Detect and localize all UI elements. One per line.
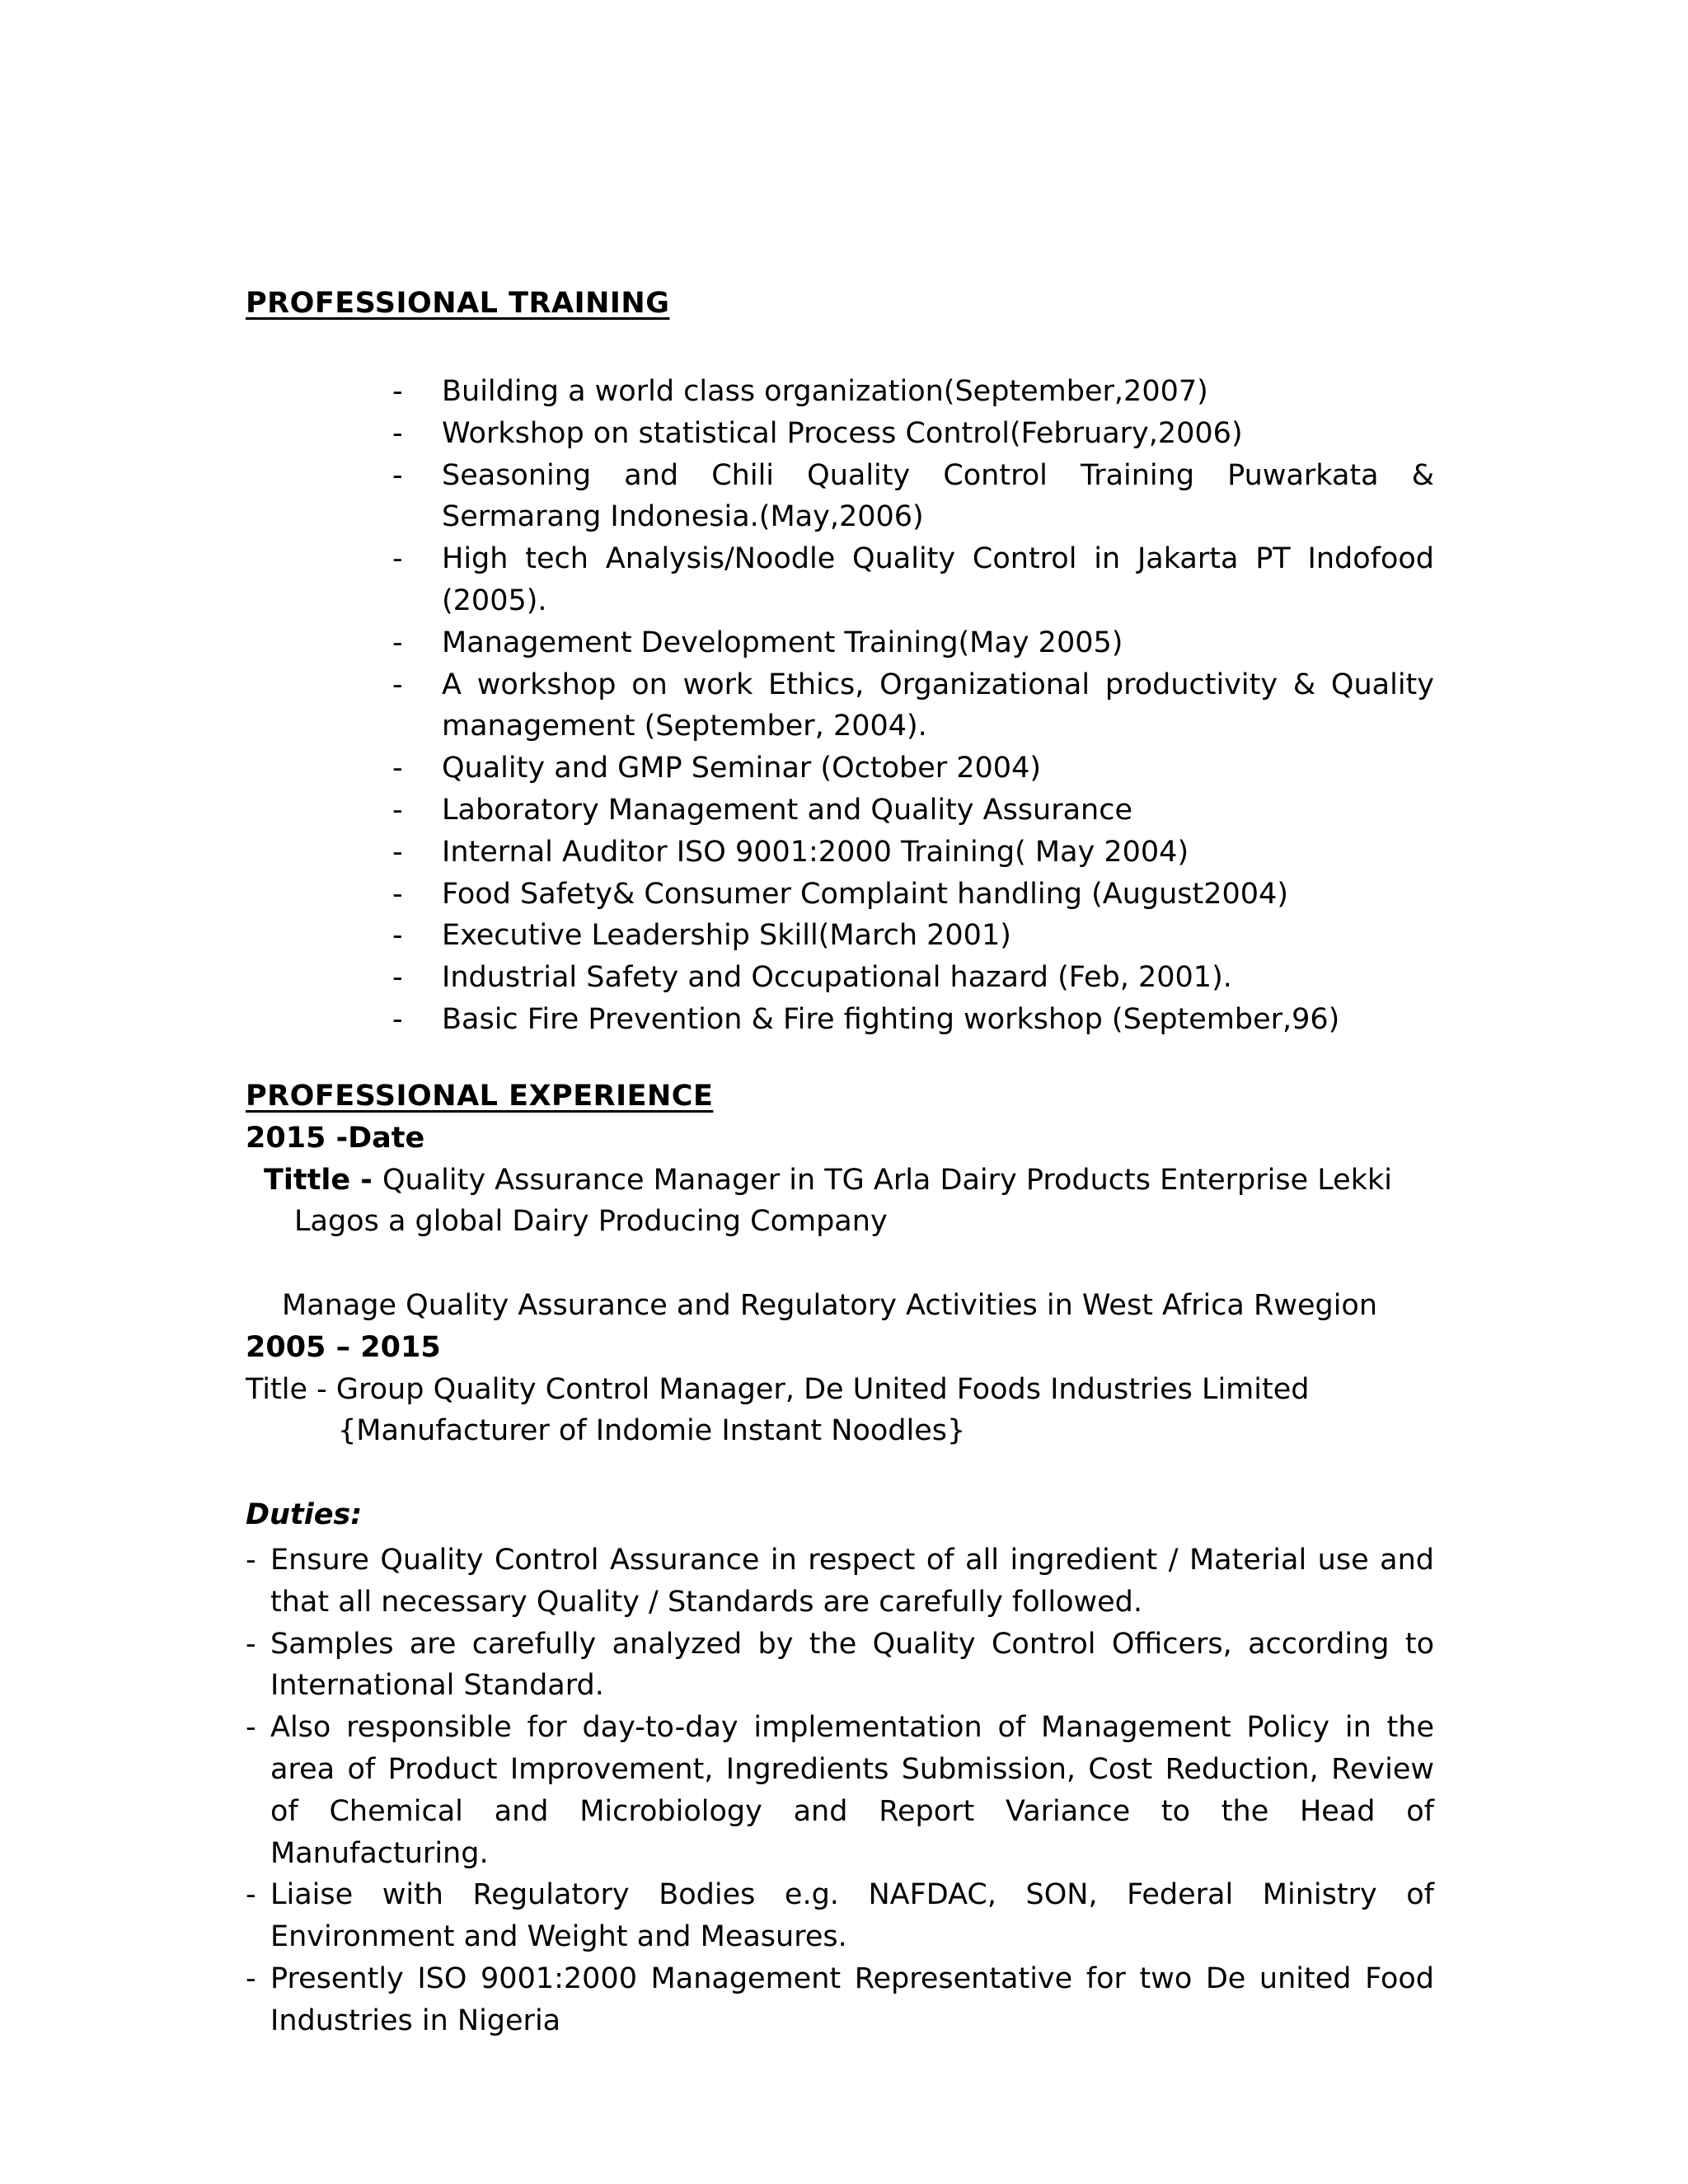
training-item: - A workshop on work Ethics, Organizational productivity & Quality management (September, 2004). <box>392 668 1434 743</box>
job2-title-cont: {Manufacturer of Indomie Instant Noodles} <box>338 1414 966 1447</box>
training-item: - Quality and GMP Seminar (October 2004) <box>392 752 1042 785</box>
training-item: - Seasoning and Chili Quality Control Training Puwarkata & Sermarang Indonesia.(May,2006) <box>392 458 1434 534</box>
training-item: - Workshop on statistical Process Control(February,2006) <box>392 416 1243 450</box>
job1-title-label: Tittle - <box>264 1164 382 1197</box>
job2-title: Title - Group Quality Control Manager, De United Foods Industries Limited <box>246 1373 1310 1406</box>
training-item: - Laboratory Management and Quality Assurance <box>392 793 1133 827</box>
duty-item: - Samples are carefully analyzed by the Quality Control Officers, according to International Standard. <box>246 1627 1434 1703</box>
duty-item: - Presently ISO 9001:2000 Management Representative for two De united Food Industries in Nigeria <box>246 1961 1434 2037</box>
duty-item: - Ensure Quality Control Assurance in respect of all ingredient / Material use and that all necessary Quality / Standards are carefully followed. <box>246 1544 1434 1619</box>
duties-label: Duties: <box>246 1498 363 1531</box>
job1-period: 2015 -Date <box>246 1122 425 1155</box>
training-item: - Food Safety& Consumer Complaint handling (August2004) <box>392 877 1288 911</box>
duties-list <box>246 1540 1434 2042</box>
training-item: - Internal Auditor ISO 9001:2000 Training( May 2004) <box>392 835 1189 869</box>
training-item: - Management Development Training(May 2005) <box>392 626 1123 659</box>
training-list <box>387 371 1434 1041</box>
job2-period: 2005 – 2015 <box>246 1331 441 1364</box>
duty-item: - Liaise with Regulatory Bodies e.g. NAFDAC, SON, Federal Ministry of Environment and Weight and Measures. <box>246 1878 1434 1954</box>
training-item: - Executive Leadership Skill(March 2001) <box>392 919 1011 953</box>
training-item: - Industrial Safety and Occupational hazard (Feb, 2001). <box>392 961 1232 995</box>
training-heading: PROFESSIONAL TRAINING <box>246 287 670 320</box>
job1-title-cont: Lagos a global Dairy Producing Company <box>294 1205 888 1238</box>
training-item: - Basic Fire Prevention & Fire fighting workshop (September,96) <box>392 1002 1340 1036</box>
job1-title <box>264 1164 1392 1197</box>
duty-item: - Also responsible for day-to-day implementation of Management Policy in the area of Product Improvement, Ingredients Submission, Cost Reduction, Review of Chemical and Microbiology and Report Variance to the Head of Manufacturing. <box>246 1711 1434 1870</box>
training-item: - High tech Analysis/Noodle Quality Control in Jakarta PT Indofood (2005). <box>392 542 1434 617</box>
job1-title-text: Quality Assurance Manager in TG Arla Dairy Products Enterprise Lekki <box>382 1164 1392 1197</box>
training-item: - Building a world class organization(September,2007) <box>392 375 1208 408</box>
job1-summary: Manage Quality Assurance and Regulatory Activities in West Africa Rwegion <box>282 1289 1378 1322</box>
experience-heading: PROFESSIONAL EXPERIENCE <box>246 1080 714 1113</box>
